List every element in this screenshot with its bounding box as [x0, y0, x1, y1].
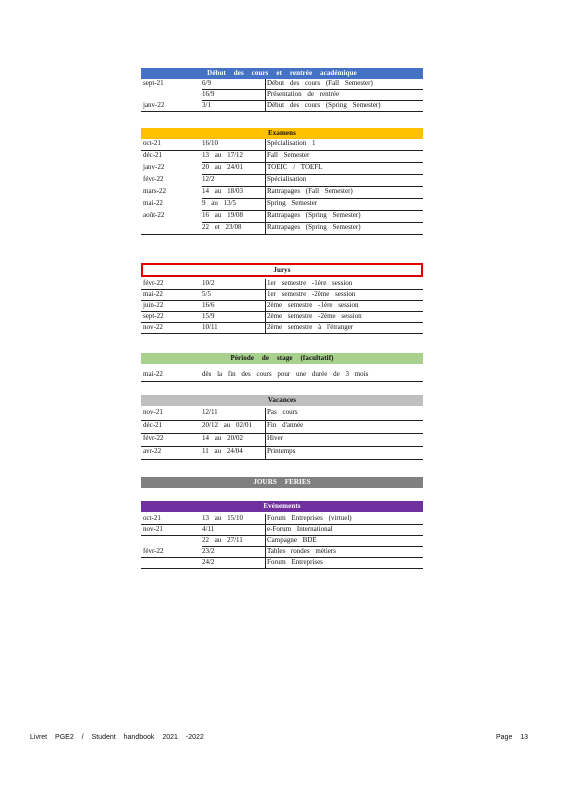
table-row	[141, 90, 423, 101]
row-period: mai-22	[143, 199, 163, 207]
row-period: nov-22	[143, 323, 163, 331]
column-divider	[265, 199, 266, 211]
section-header-jurys: Jurys	[141, 263, 423, 277]
stage-row	[141, 370, 423, 382]
table-row	[141, 547, 423, 558]
row-event: 2ème semestre à l'étranger	[267, 323, 354, 331]
row-event: Spring Semester	[267, 199, 318, 207]
row-period: avr-22	[143, 447, 162, 455]
section-debut	[141, 68, 423, 112]
column-divider	[265, 101, 266, 112]
row-period: sept-22	[143, 312, 164, 320]
table-row	[141, 312, 423, 323]
column-divider	[265, 447, 266, 460]
row-event: Forum Entreprises	[267, 558, 323, 566]
table-row	[141, 151, 423, 163]
column-divider	[265, 301, 266, 312]
table-row	[141, 290, 423, 301]
row-period: nov-21	[143, 525, 163, 533]
table-row	[141, 139, 423, 151]
row-event: e-Forum International	[267, 525, 333, 533]
row-event: Hiver	[267, 434, 283, 442]
table-row	[141, 301, 423, 312]
row-date: 14 au 18/03	[202, 187, 244, 195]
section-header-vacances: Vacances	[141, 395, 423, 406]
row-event: Campagne BDE	[267, 536, 317, 544]
footer-page-number: Page 13	[496, 734, 529, 741]
row-period: févr-22	[143, 434, 164, 442]
row-period: févr-22	[143, 547, 164, 555]
row-period: janv-22	[143, 101, 165, 109]
row-period: févr-22	[143, 279, 164, 287]
section-stage	[141, 353, 423, 382]
row-event: Forum Entreprises (virtuel)	[267, 514, 352, 522]
row-period: nov-21	[143, 408, 163, 416]
row-event: Tables rondes métiers	[267, 547, 336, 555]
table-row	[141, 558, 423, 569]
row-event: TOEIC / TOEFL	[267, 163, 323, 171]
rows-examens	[141, 139, 423, 235]
row-period: déc-21	[143, 421, 163, 429]
row-event: 2ème semestre -1ère session	[267, 301, 359, 309]
row-period: sept-21	[143, 79, 164, 87]
column-divider	[265, 175, 266, 187]
row-date: 10/2	[202, 279, 215, 287]
section-header-evenements: Evénements	[141, 501, 423, 512]
table-row	[141, 536, 423, 547]
row-date: 5/5	[202, 290, 211, 298]
column-divider	[265, 525, 266, 536]
row-date: 20/12 au 02/01	[202, 421, 252, 429]
row-period: oct-21	[143, 514, 161, 522]
table-row	[141, 163, 423, 175]
row-event: 1er semestre -1ère session	[267, 279, 353, 287]
rows-jurys	[141, 279, 423, 334]
row-date: 9 au 13/5	[202, 199, 237, 207]
row-date: 16/6	[202, 301, 215, 309]
row-date: 16 au 19/08	[202, 211, 244, 219]
table-row	[141, 199, 423, 211]
table-row	[141, 434, 423, 447]
row-underline	[141, 568, 423, 569]
table-row	[141, 514, 423, 525]
table-row	[141, 187, 423, 199]
row-date: 24/2	[202, 558, 215, 566]
footer-left: Livret PGE2 / Student handbook 2021 -2022	[30, 734, 204, 741]
row-date: 11 au 24/04	[202, 447, 243, 455]
column-divider	[265, 408, 266, 421]
row-event: 1er semestre -2ème session	[267, 290, 356, 298]
column-divider	[265, 90, 266, 101]
row-date: 16/10	[202, 139, 218, 147]
row-date: 23/2	[202, 547, 215, 555]
section-vacances	[141, 395, 423, 460]
row-event: Spécialisation	[267, 175, 307, 183]
row-underline	[141, 333, 423, 334]
column-divider	[265, 421, 266, 434]
column-divider	[265, 434, 266, 447]
column-divider	[265, 223, 266, 235]
column-divider	[265, 279, 266, 290]
row-date: 6/9	[202, 79, 211, 87]
row-event: Début des cours (Spring Semester)	[267, 101, 381, 109]
section-evenements	[141, 501, 423, 569]
row-date: 16/9	[202, 90, 215, 98]
column-divider	[265, 323, 266, 334]
row-date: 4/11	[202, 525, 215, 533]
row-event: Rattrapages (Spring Semester)	[267, 211, 361, 219]
table-row	[141, 175, 423, 187]
row-event: Présentation de rentrée	[267, 90, 340, 98]
section-examens	[141, 128, 423, 235]
column-divider	[265, 163, 266, 175]
column-divider	[265, 290, 266, 301]
rows-vacances	[141, 408, 423, 460]
column-divider	[265, 547, 266, 558]
row-date: 10/11	[202, 323, 218, 331]
row-event: Fin d'année	[267, 421, 304, 429]
row-date: 12/2	[202, 175, 215, 183]
stage-text: dès la fin des cours pour une durée de 3 mois	[202, 370, 369, 378]
row-period: oct-21	[143, 139, 161, 147]
section-header-debut: Début des cours et rentrée académique	[141, 68, 423, 79]
row-event: Pas cours	[267, 408, 298, 416]
section-header-examens: Examens	[141, 128, 423, 139]
row-underline	[141, 459, 423, 460]
section-header-feries: JOURS FERIES	[141, 477, 423, 488]
table-row	[141, 211, 423, 223]
row-underline	[141, 234, 423, 235]
column-divider	[265, 79, 266, 90]
table-row	[141, 408, 423, 421]
row-event: Rattrapages (Spring Semester)	[267, 223, 361, 231]
row-event: Fall Semester	[267, 151, 310, 159]
row-date: 14 au 20/02	[202, 434, 244, 442]
row-event: Début des cours (Fall Semester)	[267, 79, 373, 87]
row-event: Rattrapages (Fall Semester)	[267, 187, 353, 195]
row-period: juin-22	[143, 301, 164, 309]
table-row	[141, 279, 423, 290]
column-divider	[265, 151, 266, 163]
stage-period: mai-22	[143, 370, 163, 378]
table-row	[141, 525, 423, 536]
section-header-stage: Période de stage (facultatif)	[141, 353, 423, 364]
row-date: 20 au 24/01	[202, 163, 244, 171]
table-row	[141, 323, 423, 334]
row-date: 15/9	[202, 312, 215, 320]
rows-evenements	[141, 514, 423, 569]
row-date: 22 et 23/08	[202, 223, 242, 231]
column-divider	[265, 558, 266, 569]
row-underline	[141, 111, 423, 112]
section-feries	[141, 477, 423, 488]
column-divider	[265, 514, 266, 525]
row-date: 13 au 17/12	[202, 151, 244, 159]
row-event: Printemps	[267, 447, 296, 455]
table-row	[141, 79, 423, 90]
row-period: mai-22	[143, 290, 163, 298]
row-date: 3/1	[202, 101, 211, 109]
row-date: 12/11	[202, 408, 218, 416]
row-date: 13 au 15/10	[202, 514, 244, 522]
table-row	[141, 421, 423, 434]
row-event: 2ème semestre -2ème session	[267, 312, 362, 320]
row-event: Spécialisation 1	[267, 139, 316, 147]
row-period: déc-21	[143, 151, 163, 159]
row-period: janv-22	[143, 163, 165, 171]
table-row	[141, 223, 423, 235]
column-divider	[265, 211, 266, 223]
column-divider	[265, 187, 266, 199]
rows-debut	[141, 79, 423, 112]
table-row	[141, 447, 423, 460]
row-date: 22 au 27/11	[202, 536, 243, 544]
table-row	[141, 101, 423, 112]
row-period: mars-22	[143, 187, 166, 195]
column-divider	[265, 312, 266, 323]
column-divider	[265, 139, 266, 151]
column-divider	[265, 536, 266, 547]
row-period: août-22	[143, 211, 165, 219]
section-jurys	[141, 263, 423, 334]
row-period: févr-22	[143, 175, 164, 183]
